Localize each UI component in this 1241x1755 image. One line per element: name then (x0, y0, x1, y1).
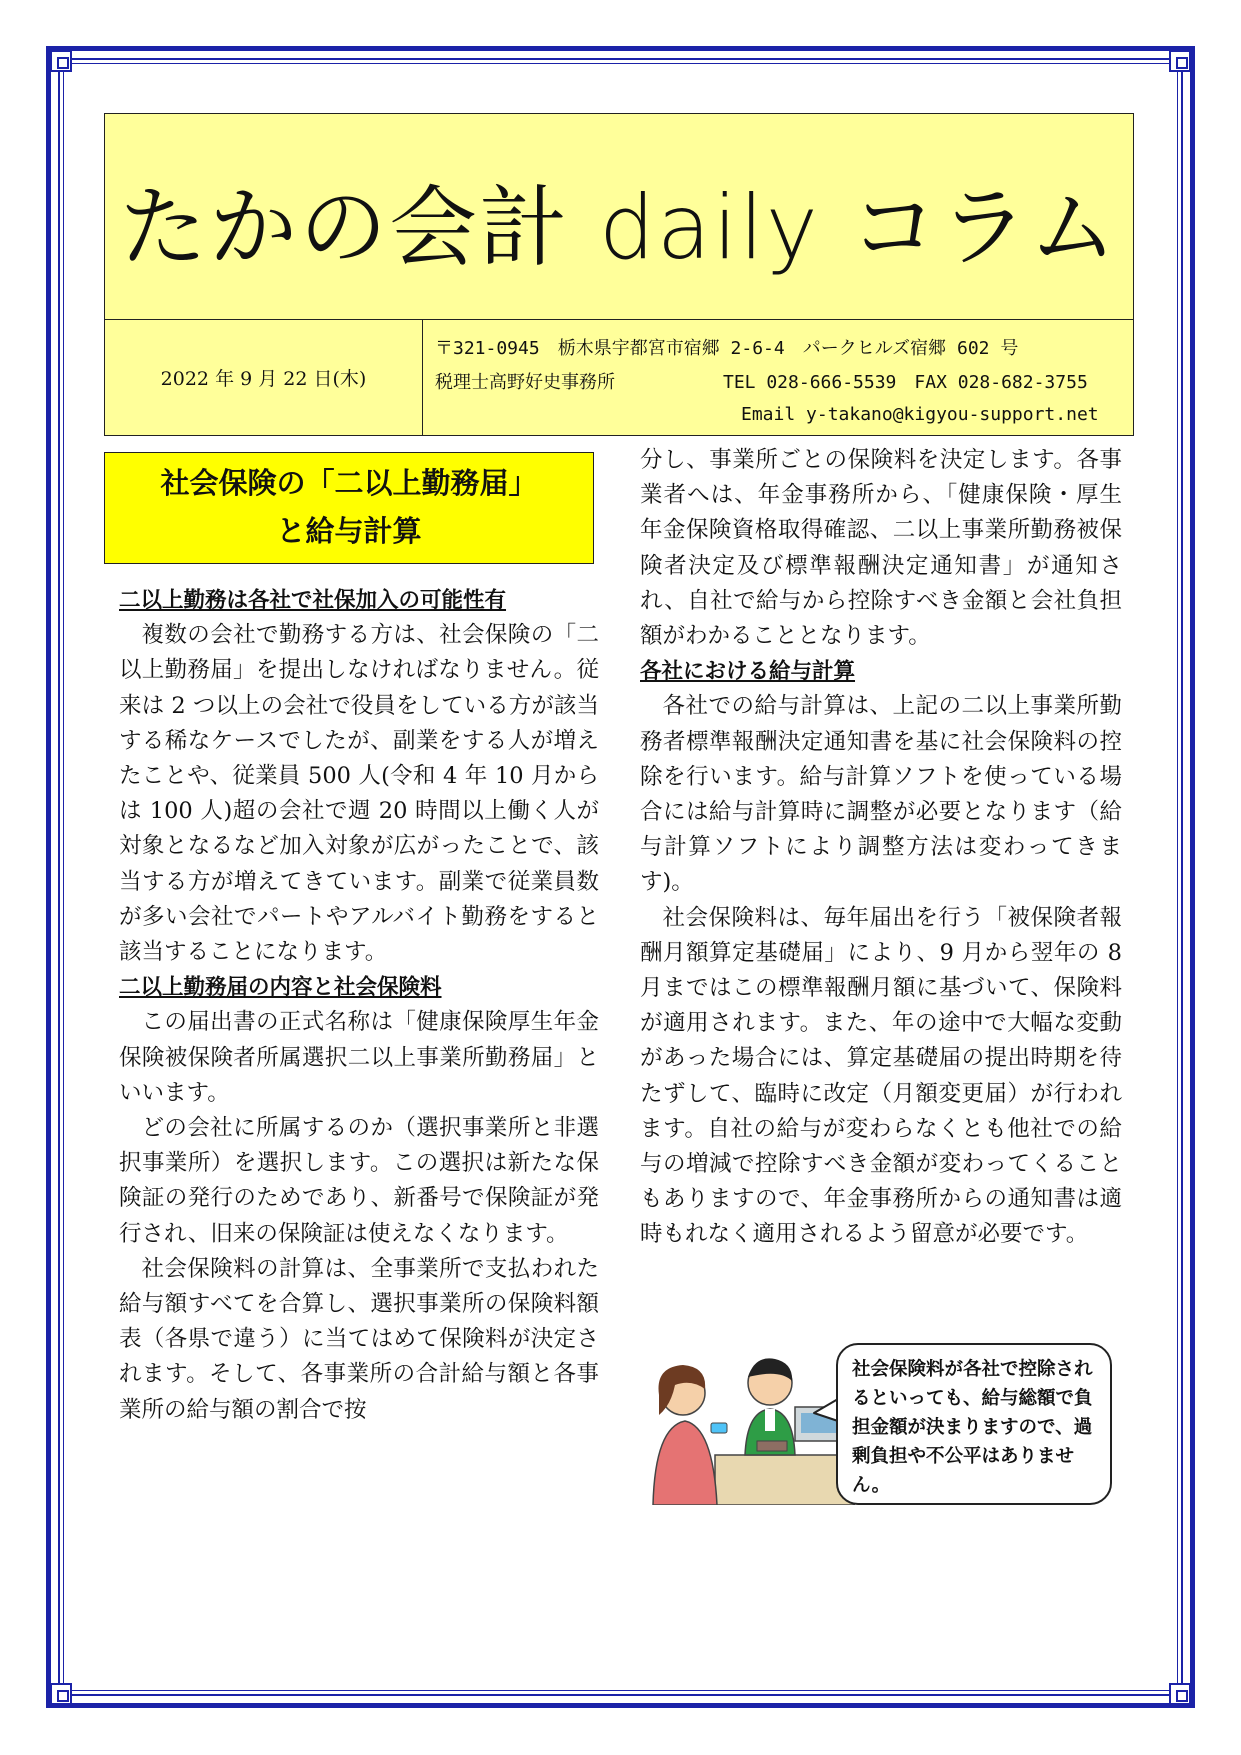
article-right-column (640, 443, 1122, 1253)
headline-line-1: 社会保険の「二以上勤務届」 (160, 466, 538, 500)
paragraph: この届出書の正式名称は「健康保険厚生年金保険被保険者所属選択二以上事業所勤務届」といいます。 (119, 1009, 599, 1106)
masthead-title-box (105, 114, 1133, 320)
office-phone: TEL 028-666-5539 FAX 028-682-3755 (723, 372, 1088, 393)
paragraph: 分し、事業所ごとの保険料を決定します。各事業者へは、年金事務所から、「健康保険・厚生年金保険資格取得確認、二以上事業所勤務被保険者決定及び標準報酬決定通知書」が通知され、自社で給与から控除すべき金額と会社負担額がわかることとなります。 (640, 447, 1122, 650)
corner-ornament-bl (50, 1683, 72, 1705)
cashier-illustration (645, 1345, 855, 1505)
corner-ornament-tl (50, 50, 72, 72)
masthead (104, 113, 1134, 436)
speech-bubble: 社会保険料が各社で控除されるといっても、給与総額で負担金額が決まりますので、過剰負担や不公平はありません。 (836, 1343, 1112, 1505)
office-email[interactable]: Email y-takano@kigyou-support.net (741, 404, 1099, 425)
article-left-column (119, 583, 599, 1428)
masthead-title: たかの会計 daily コラム (119, 176, 1119, 279)
subheading: 各社における給与計算 (640, 659, 856, 685)
paragraph: どの会社に所属するのか（選択事業所と非選択事業所）を選択します。この選択は新たな保険証の発行のためであり、新番号で保険証が発行され、旧来の保険証は使えなくなります。 (119, 1115, 599, 1247)
paragraph: 各社での給与計算は、上記の二以上事業所勤務者標準報酬決定通知書を基に社会保険料の控除を行います。給与計算ソフトを使っている場合には給与計算時に調整が必要となります（給与計算ソフトにより調整方法は変わってきます)。 (640, 693, 1122, 896)
corner-ornament-tr (1169, 50, 1191, 72)
office-info (423, 320, 1133, 435)
subheading: 二以上勤務届の内容と社会保険料 (119, 975, 442, 1001)
paragraph: 社会保険料は、毎年届出を行う「被保険者報酬月額算定基礎届」により、9 月から翌年の 8 月まではこの標準報酬月額に基づいて、保険料が適用されます。また、年の途中で大幅な変動があった場合には、算定基礎届の提出時期を待たずして、臨時に改定（月額変更届）が行われます。自社の給与が変わらなくとも他社での給与の増減で控除すべき金額が変わってくることもありますので、年金事務所からの通知書は適時もれなく適用されるよう留意が必要です。 (640, 904, 1122, 1248)
headline-line-2: と給与計算 (276, 514, 422, 548)
office-address: 〒321-0945 栃木県宇都宮市宿郷 2-6-4 パークヒルズ宿郷 602 号 (435, 338, 1019, 359)
article-headline (104, 452, 594, 564)
corner-ornament-br (1169, 1683, 1191, 1705)
issue-date: 2022 年 9 月 22 日(木) (105, 320, 423, 435)
paragraph: 社会保険料の計算は、全事業所で支払われた給与額すべてを合算し、選択事業所の保険料額表（各県で違う）に当てはめて保険料が決定されます。そして、各事業所の合計給与額と各事業所の給与額の割合で按 (119, 1255, 599, 1423)
office-name: 税理士高野好史事務所 (435, 372, 615, 393)
paragraph: 複数の会社で勤務する方は、社会保険の「二以上勤務届」を提出しなければなりません。従来は 2 つ以上の会社で役員をしている方が該当する稀なケースでしたが、副業をする人が増えたことや、従業員 500 人(令和 4 年 10 月からは 100 人)超の会社で週 20 時間以上働く人が対象となるなど加入対象が広がったことで、該当する方が増えてきています。副業で従業員数が多い会社でパートやアルバイト勤務をすると該当することになります。 (119, 622, 599, 966)
subheading: 二以上勤務は各社で社保加入の可能性有 (119, 588, 507, 613)
